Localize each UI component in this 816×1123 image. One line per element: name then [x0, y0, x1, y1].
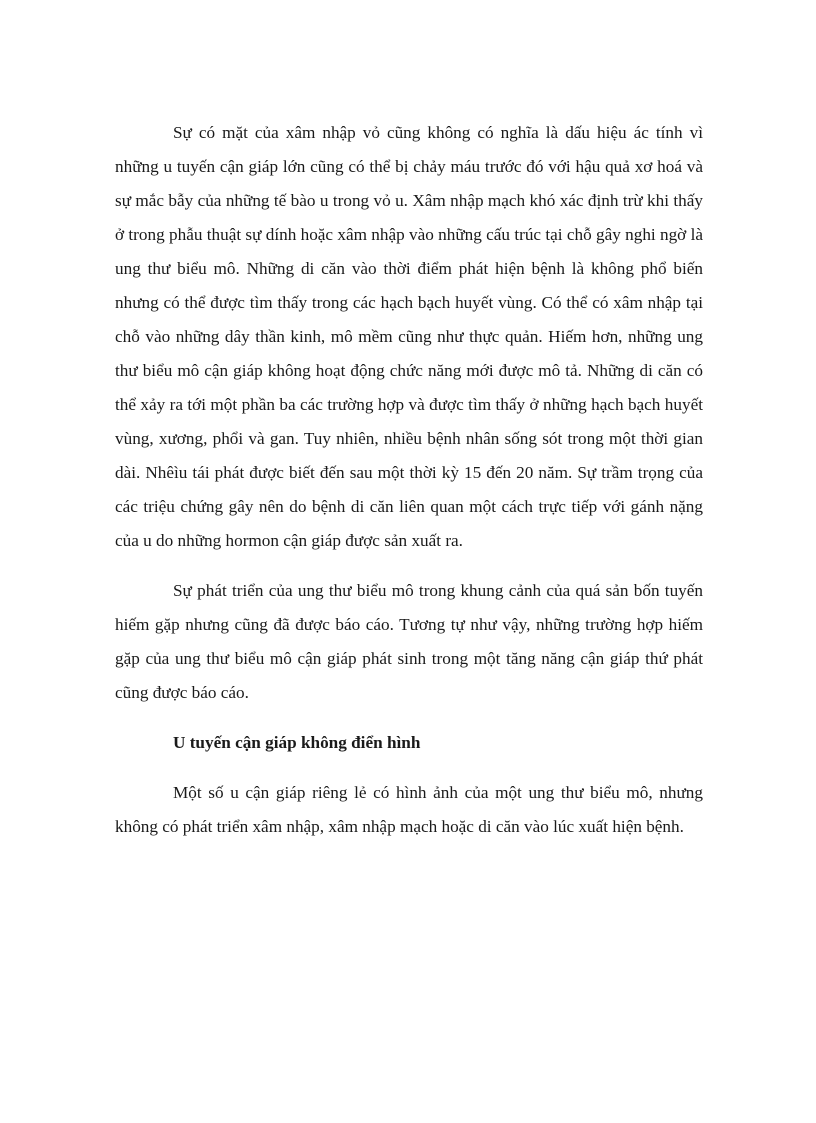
section-heading-atypical-adenoma: U tuyến cận giáp không điển hình: [173, 733, 421, 752]
paragraph-cortical-invasion: Sự có mặt của xâm nhập vỏ cũng không có nghĩa là dấu hiệu ác tính vì những u tuyến cận giáp lớn cũng có thể bị chảy máu trước đó với hậu quả xơ hoá và sự mắc bẫy của những tế bào u trong vỏ u. Xâm nhập mạch khó xác định trừ khi thấy ở trong phẫu thuật sự dính hoặc xâm nhập vào những cấu trúc tại chỗ gây nghi ngờ là ung thư biểu mô. Những di căn vào thời điểm phát hiện bệnh là không phổ biến nhưng có thể được tìm thấy trong các hạch bạch huyết vùng. Có thể có xâm nhập tại chỗ vào những dây thần kinh, mô mềm cũng như thực quản. Hiếm hơn, những ung thư biểu mô cận giáp không hoạt động chức năng mới được mô tả. Những di căn có thể xảy ra tới một phần ba các trường hợp và được tìm thấy ở những hạch bạch huyết vùng, xương, phổi và gan. Tuy nhiên, nhiều bệnh nhân sống sót trong một thời gian dài. Nhêìu tái phát được biết đến sau một thời kỳ 15 đến 20 năm. Sự trầm trọng của các triệu chứng gây nên do bệnh di căn liên quan một cách trực tiếp với gánh nặng của u do những hormon cận giáp được sản xuất ra.: [115, 123, 703, 550]
document-body: [115, 116, 703, 860]
paragraph-carcinoma-development: Sự phát triển của ung thư biểu mô trong khung cảnh của quá sản bốn tuyến hiếm gặp nhưng cũng đã được báo cáo. Tương tự như vậy, những trường hợp hiếm gặp của ung thư biểu mô cận giáp phát sinh trong một tăng năng cận giáp thứ phát cũng được báo cáo.: [115, 581, 703, 702]
paragraph-atypical-adenoma: Một số u cận giáp riêng lẻ có hình ảnh của một ung thư biểu mô, nhưng không có phát triển xâm nhập, xâm nhập mạch hoặc di căn vào lúc xuất hiện bệnh.: [115, 783, 703, 836]
